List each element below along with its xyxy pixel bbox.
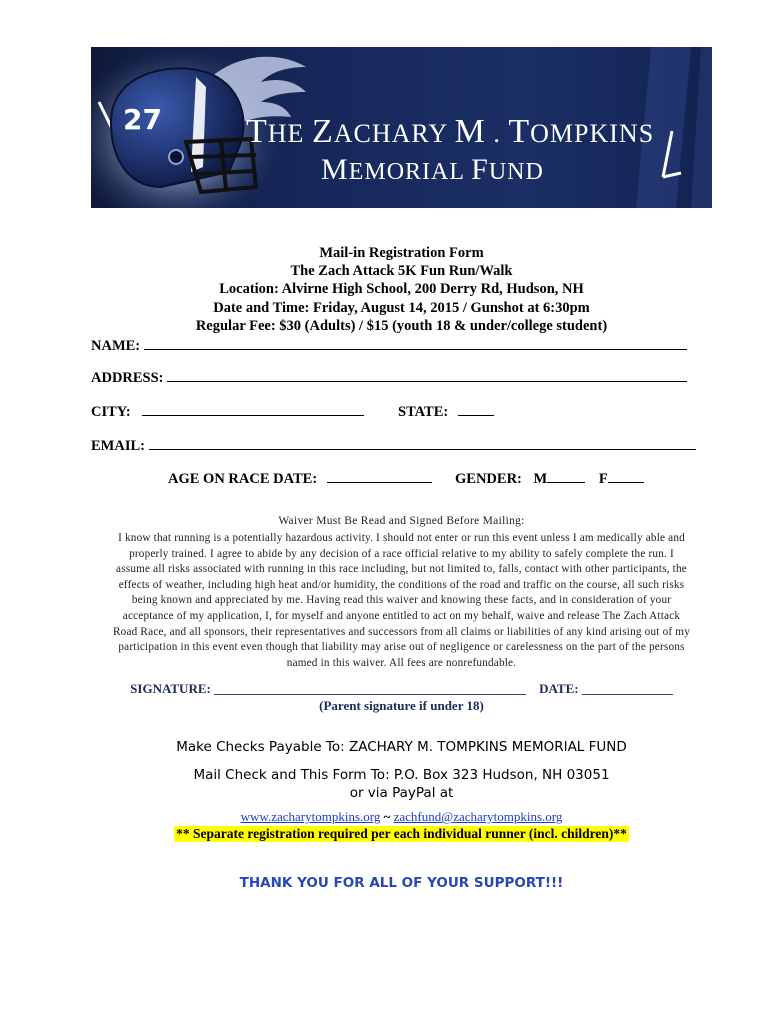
email-label: EMAIL: (91, 438, 145, 454)
address-field-row (91, 367, 687, 387)
address-label: ADDRESS: (91, 370, 164, 386)
gender-m-input-line[interactable] (547, 468, 585, 483)
event-name: The Zach Attack 5K Fun Run/Walk (290, 263, 513, 280)
waiver-line: participation in this event even though that liability may arise out of negligence or carelessness on the part of the persons (118, 641, 685, 654)
waiver-line: Road Race, and all sponsors, their representatives and successors from all claims or liabilities of any kind arising out of my (113, 625, 690, 638)
state-field-row (398, 401, 494, 421)
gender-f-input-line[interactable] (608, 468, 644, 483)
separate-registration-note-wrap (91, 825, 712, 843)
waiver-title: Waiver Must Be Read and Signed Before Mailing: (278, 515, 525, 527)
name-label: NAME: (91, 338, 141, 354)
mailing-address-line: Mail Check and This Form To: P.O. Box 323 Hudson, NH 03051 (193, 767, 610, 783)
website-link[interactable]: www.zacharytompkins.org (240, 809, 381, 824)
city-label: CITY: (91, 404, 131, 420)
signature-label: SIGNATURE: (130, 681, 211, 696)
parent-signature-note: (Parent signature if under 18) (319, 698, 484, 713)
banner-title: THE ZACHARY M . TOMPKINS (246, 113, 655, 150)
event-fee: Regular Fee: $30 (Adults) / $15 (youth 18 & under/college student) (195, 317, 608, 334)
waiver-line: I know that running is a potentially hazardous activity. I should not enter or run this event unless I am medically able and (118, 532, 685, 544)
waiver-text (91, 531, 712, 671)
gender-label: GENDER: (455, 471, 522, 487)
email-field-row (91, 435, 696, 455)
gender-m-label: M (533, 471, 548, 487)
waiver-line: effects of weather, including high heat and/or humidity, the conditions of the road and traffic on the course, all such risks (118, 578, 685, 591)
checks-payable-line: Make Checks Payable To: ZACHARY M. TOMPKINS MEMORIAL FUND (176, 739, 627, 755)
name-input-line[interactable] (144, 335, 687, 350)
separate-registration-note: ** Separate registration required per each individual runner (incl. children)** (176, 826, 627, 841)
gender-f-label: F (598, 471, 608, 487)
email-input-line[interactable] (149, 435, 696, 450)
banner-subtitle: MEMORIAL FUND (321, 153, 544, 186)
date-input-line[interactable]: ______________ (581, 681, 673, 696)
helmet-number: 27 (123, 103, 162, 136)
event-location: Location: Alvirne High School, 200 Derry Rd, Hudson, NH (219, 281, 584, 298)
age-label: AGE ON RACE DATE: (168, 471, 318, 487)
gender-field-row (455, 468, 644, 488)
thank-you-message: THANK YOU FOR ALL OF YOUR SUPPORT!!! (239, 875, 564, 891)
waiver-line: being known and appreciated by me. Having read this waiver and knowing these facts, and in consideration of your (131, 594, 672, 607)
state-input-line[interactable] (458, 401, 494, 416)
waiver-line: named in this waiver. All fees are nonrefundable. (286, 656, 517, 669)
memorial-fund-banner (91, 47, 712, 208)
city-input-line[interactable] (142, 401, 364, 416)
city-field-row (91, 401, 364, 421)
state-label: STATE: (398, 404, 449, 420)
name-field-row (91, 335, 687, 355)
event-datetime: Date and Time: Friday, August 14, 2015 / Gunshot at 6:30pm (213, 299, 590, 316)
signature-row (91, 681, 712, 697)
link-separator: ~ (383, 809, 391, 824)
waiver-line: properly trained. I agree to abide by any decision of a race official relative to my ability to safely complete the run. I (129, 547, 674, 560)
form-header (91, 244, 712, 335)
waiver-line: assume all risks associated with running in this race including, but not limited to, falls, contact with other participants, the (116, 563, 687, 576)
form-title: Mail-in Registration Form (319, 245, 484, 261)
age-field-row (168, 468, 432, 488)
address-input-line[interactable] (167, 367, 687, 382)
email-link[interactable]: zachfund@zacharytompkins.org (393, 809, 563, 824)
signature-input-line[interactable]: ________________________________________________ (214, 681, 527, 696)
waiver-line: acceptance of my application, I, for myself and anyone entitled to act on my behalf, waive and release The Zach Attack (122, 609, 681, 622)
contact-links (91, 809, 712, 825)
age-input-line[interactable] (327, 468, 432, 483)
date-label: DATE: (539, 681, 579, 696)
paypal-line: or via PayPal at (349, 785, 454, 801)
